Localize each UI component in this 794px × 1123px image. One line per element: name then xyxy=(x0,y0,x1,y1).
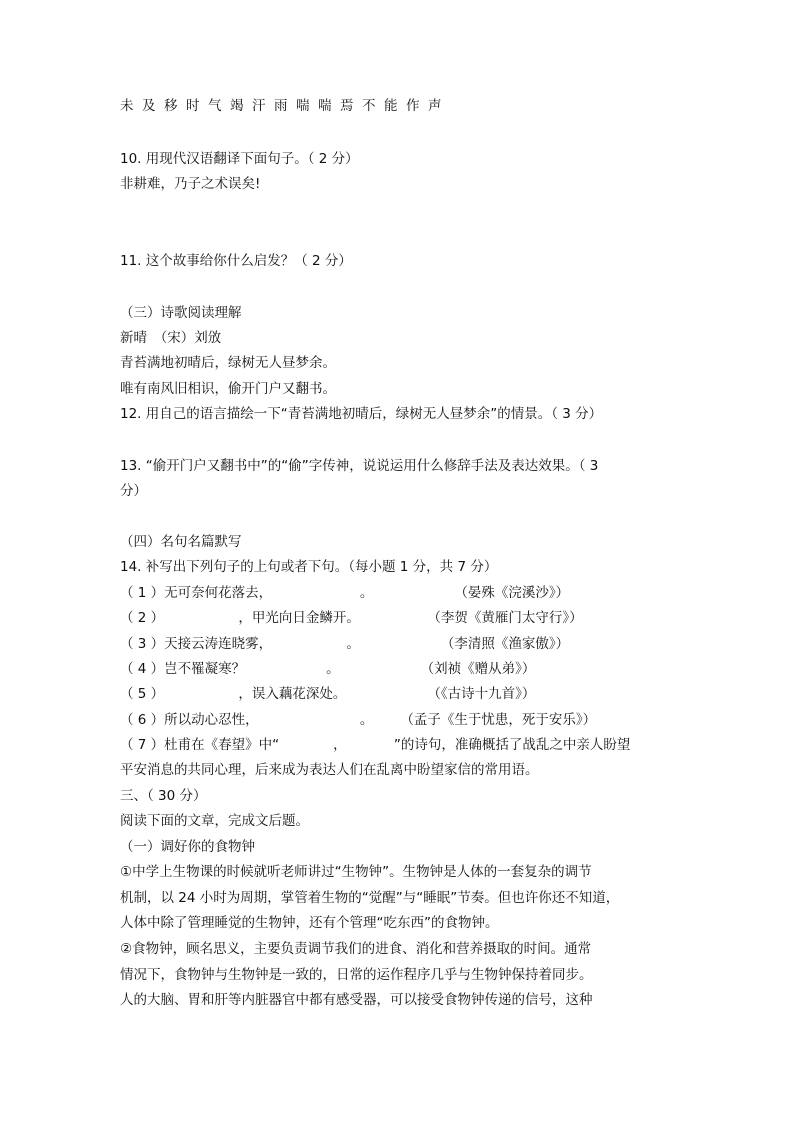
dictation-item-2: （ 2 ） ，甲光向日金鳞开。 （李贺《黄雁门太守行》） xyxy=(120,610,583,626)
poem-line-2: 唯有南风旧相识，偷开门户又翻书。 xyxy=(120,381,336,397)
poem-line-1: 青苔满地初晴后，绿树无人昼梦余。 xyxy=(120,355,336,371)
article-paragraph-2-line-1: ②食物钟，顾名思义，主要负责调节我们的进食、消化和营养摄取的时间。通常 xyxy=(120,941,592,957)
translation-sentence: 非耕难，乃子之术误矣! xyxy=(120,176,261,192)
question-10: 10. 用现代汉语翻译下面句子。（ 2 分） xyxy=(120,151,359,167)
article-paragraph-2-line-2: 情况下，食物钟与生物钟是一致的，日常的运作程序几乎与生物钟保持着同步。 xyxy=(120,967,593,983)
article-paragraph-1-line-3: 人体中除了管理睡觉的生物钟，还有个管理“吃东西”的食物钟。 xyxy=(120,915,499,931)
dictation-item-5: （ 5 ） ，误入藕花深处。 （《古诗十九首》） xyxy=(120,686,536,702)
dictation-item-4: （ 4 ）岂不罹凝寒？ 。 （刘祯《赠从弟》） xyxy=(120,661,536,677)
poem-title: 新晴 （宋）刘攽 xyxy=(120,330,222,346)
question-11: 11. 这个故事给你什么启发？（ 2 分） xyxy=(120,253,352,269)
question-13: 13. “偷开门户又翻书中”的“偷”字传神，说说运用什么修辞手法及表达效果。（ 3 xyxy=(120,458,599,474)
article-paragraph-1-line-2: 机制，以 24 小时为周期，掌管着生物的“觉醒”与“睡眠”节奏。但也许你还不知道， xyxy=(120,890,620,906)
section-three-heading: 三、（ 30 分） xyxy=(120,788,207,804)
dictation-item-7: （ 7 ）杜甫在《春望》中“ ， ”的诗句，准确概括了战乱之中亲人盼望 xyxy=(120,737,631,753)
dictation-item-7-cont: 平安消息的共同心理，后来成为表达人们在乱离中盼望家信的常用语。 xyxy=(120,762,539,778)
article-paragraph-2-line-3: 人的大脑、胃和肝等内脏器官中都有感受器，可以接受食物钟传递的信号，这种 xyxy=(120,992,593,1008)
question-12: 12. 用自己的语言描绘一下“青苔满地初晴后，绿树无人昼梦余”的情景。（ 3 分） xyxy=(120,406,603,422)
article-paragraph-1-line-1: ①中学上生物课的时候就听老师讲过“生物钟”。生物钟是人体的一套复杂的调节 xyxy=(120,864,592,880)
section-heading-poetry: （三）诗歌阅读理解 xyxy=(120,305,242,321)
classical-text-line: 未及移时气竭汗雨喘喘焉不能作声 xyxy=(120,98,450,114)
dictation-item-6: （ 6 ）所以动心忍性， 。 （孟子《生于忧患，死于安乐》） xyxy=(120,712,597,728)
dictation-item-1: （ 1 ）无可奈何花落去， 。 （晏殊《浣溪沙》） xyxy=(120,585,570,601)
question-13-cont: 分） xyxy=(120,483,147,499)
reading-instruction: 阅读下面的文章，完成文后题。 xyxy=(120,813,309,829)
dictation-item-3: （ 3 ）天接云涛连晓雾， 。 （李清照《渔家傲》） xyxy=(120,636,570,652)
section-heading-dictation: （四）名句名篇默写 xyxy=(120,534,242,550)
question-14: 14. 补写出下列句子的上句或者下句。（每小题 1 分，共 7 分） xyxy=(120,559,498,575)
article-title: （一）调好你的食物钟 xyxy=(120,839,255,855)
